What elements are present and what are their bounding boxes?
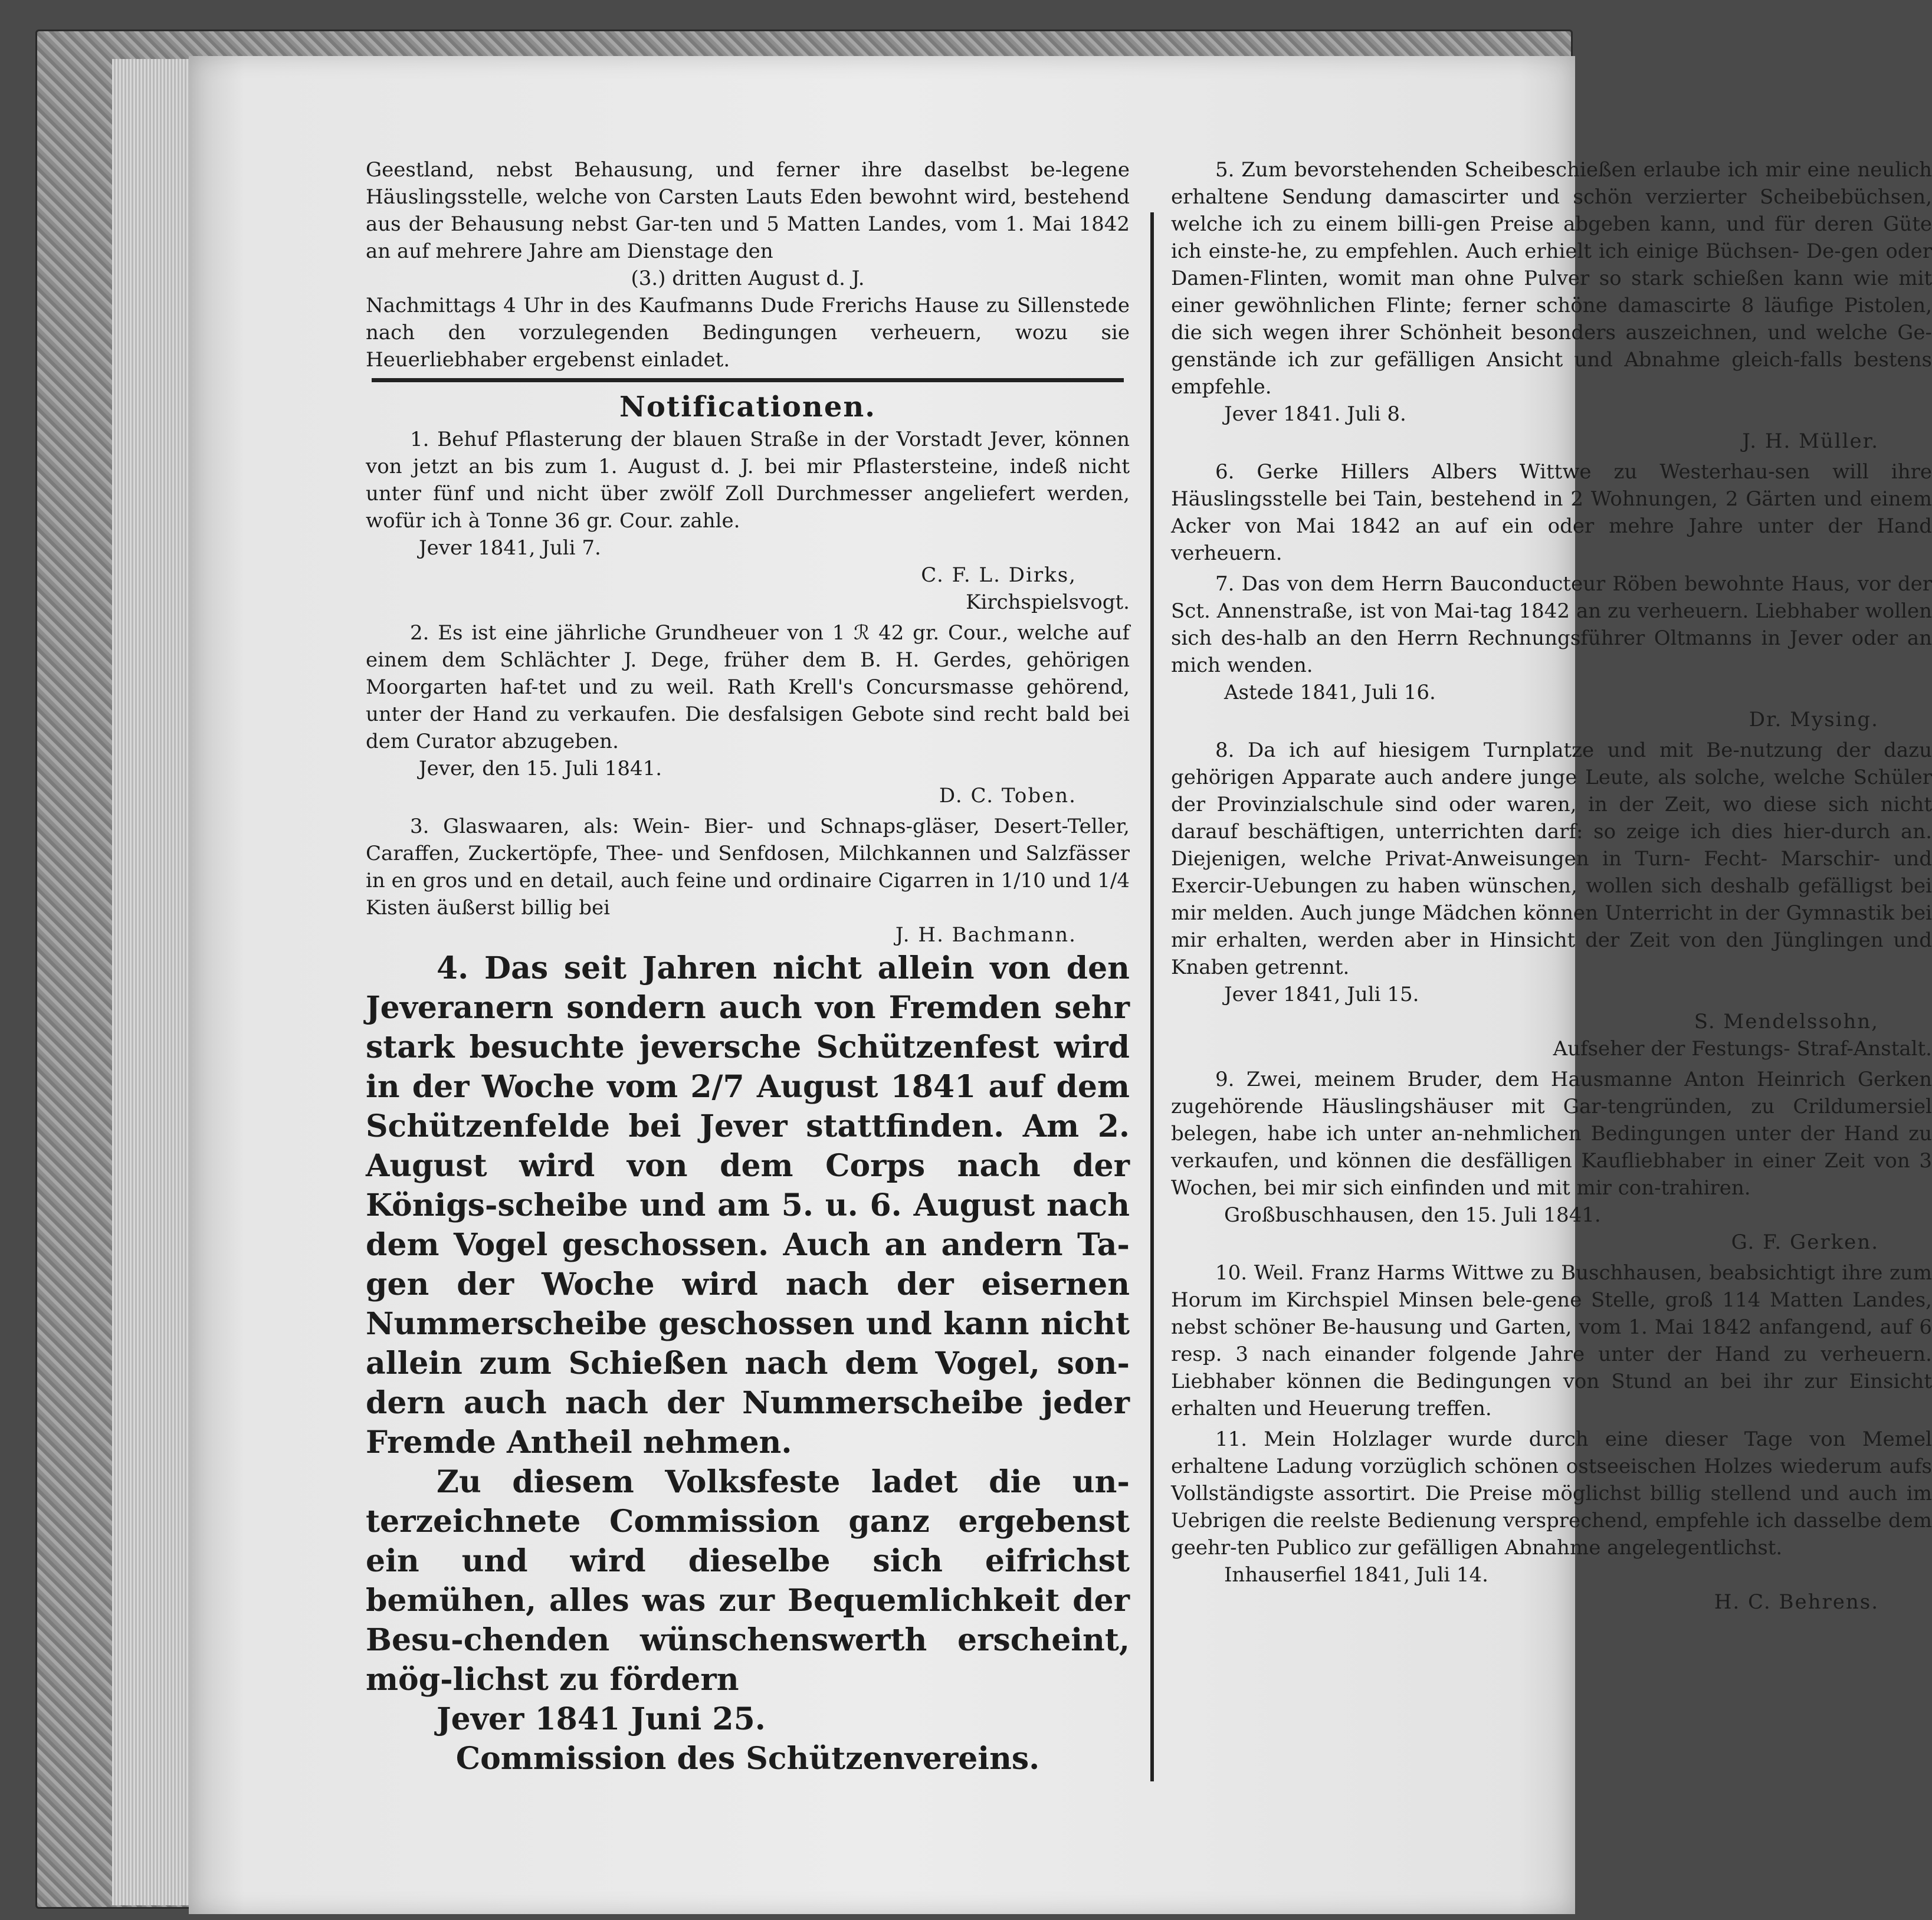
notice-8: 8. Da ich auf hiesigem Turnplatze und mit Be-nutzung der dazu gehörigen Apparate auch andere junge Leute, als solche, welche Schüler der Provinzialschule sind oder waren, in der Zeit, wo diese sich nicht darauf beschäftigen, unterrichten darf: so zeige ich dies hier-durch an. Diejenigen, welche Privat-Anweisungen in Turn- Fecht- Marschir- und Exercir-Uebungen zu haben wünschen, wollen sich deshalb gefälligst bei mir melden. Auch junge Mädchen können Unterricht in der Gymnastik bei mir erhalten, werden aber in Hinsicht der Zeit von den Jünglingen und Knaben getrennt.: [1171, 739, 1932, 979]
notice-3-signature: J. H. Bachmann.: [895, 923, 1077, 947]
notice-9-signature: G. F. Gerken.: [1731, 1230, 1879, 1254]
notice-8-date: Jever 1841, Juli 15.: [1224, 983, 1419, 1006]
notice-9: 9. Zwei, meinem Bruder, dem Hausmanne Anton Heinrich Gerken zugehörende Häuslingshäuser mit Gar-tengründen, zu Crildumersiel belegen, habe ich unter an-nehmlichen Bedingungen unter der Hand zu verkaufen, und können die desfälligen Kaufliebhaber in einer Zeit von 3 Wochen, bei mir sich einfinden und mit mir con-trahiren.: [1171, 1068, 1932, 1200]
intro-text: Geestland, nebst Behausung, und ferner ihre daselbst be-legene Häuslingsstelle, welche von Carsten Lauts Eden bewohnt wird, bestehend aus der Behausung nebst Gar-ten und 5 Matten Landes, vom 1. Mai 1842 an auf mehrere Jahre am Dienstage den: [366, 158, 1130, 263]
intro-date: (3.) dritten August d. J.: [631, 267, 865, 290]
notice-4: 4. Das seit Jahren nicht allein von den Jeveranern sondern auch von Fremden sehr stark besuchte jeversche Schützenfest wird in der Woche vom 2/7 August 1841 auf dem Schützenfelde bei Jever stattfinden. Am 2. August wird von dem Corps nach der Königs-scheibe und am 5. u. 6. August nach dem Vogel geschossen. Auch an andern Ta-gen der Woche wird nach der eisernen Nummerscheibe geschossen und kann nicht allein zum Schießen nach dem Vogel, son-dern auch nach der Nummerscheibe jeder Fremde Antheil nehmen.: [366, 950, 1130, 1460]
notice-1-signature: C. F. L. Dirks,: [921, 563, 1077, 587]
notice-1-date: Jever 1841, Juli 7.: [419, 536, 601, 560]
notice-8-role: Aufseher der Festungs- Straf-Anstalt.: [1553, 1037, 1932, 1061]
notice-11: 11. Mein Holzlager wurde durch eine dieser Tage von Memel erhaltene Ladung vorzüglich schönen ostseeischen Holzes wiederum aufs Vollständigste assortirt. Die Preise möglichst billig stellend und auch im Uebrigen die reelste Bedienung versprechend, empfehle ich dasselbe dem geehr-ten Publico zur gefälligen Abnahme angelegentlichst.: [1171, 1427, 1932, 1560]
notice-5-date: Jever 1841. Juli 8.: [1224, 402, 1406, 426]
notice-7: 7. Das von dem Herrn Bauconducteur Röben bewohnte Haus, vor der Sct. Annenstraße, ist von Mai-tag 1842 an zu verheuern. Liebhaber wollen sich des-halb an den Herrn Rechnungsführer Oltmanns in Jever oder an mich wenden.: [1171, 572, 1932, 677]
notice-4-invitation: Zu diesem Volksfeste ladet die un-terzeichnete Commission ganz ergebenst ein und wird dieselbe sich eifrichst bemühen, alles was zur Bequemlichkeit der Besu-chenden wünschenswerth erscheint, mög-lichst zu fördern: [366, 1464, 1130, 1698]
notice-1: 1. Behuf Pflasterung der blauen Straße in der Vorstadt Jever, können von jetzt an bis zum 1. August d. J. bei mir Pflastersteine, indeß nicht unter fünf und nicht über zwölf Zoll Durchmesser angeliefert werden, wofür ich à Tonne 36 gr. Cour. zahle.: [366, 428, 1130, 533]
notice-5-signature: J. H. Müller.: [1742, 429, 1879, 453]
notice-11-date: Inhauserfiel 1841, Juli 14.: [1224, 1563, 1488, 1587]
section-heading: Notificationen.: [619, 390, 876, 424]
notice-2-signature: D. C. Toben.: [939, 784, 1077, 808]
notice-1-role: Kirchspielsvogt.: [966, 590, 1130, 614]
left-column: [366, 156, 1130, 1778]
notice-4-date: Jever 1841 Juni 25.: [437, 1701, 766, 1737]
notice-3: 3. Glaswaaren, als: Wein- Bier- und Schnaps-gläser, Desert-Teller, Caraffen, Zuckertöpfe, Thee- und Senfdosen, Milchkannen und Salzfässer in en gros und en detail, auch feine und ordinaire Cigarren in 1/10 und 1/4 Kisten äußerst billig bei: [366, 815, 1130, 920]
notice-9-date: Großbuschhausen, den 15. Juli 1841.: [1224, 1203, 1601, 1227]
notice-5: 5. Zum bevorstehenden Scheibeschießen erlaube ich mir eine neulich erhaltene Sendung damascirter und schön verzierter Scheibebüchsen, welche ich zu einem billi-gen Preise abgeben kann, und für deren Güte ich einste-he, zu empfehlen. Auch erhielt ich einige Büchsen- De-gen oder Damen-Flinten, womit man ohne Pulver so stark schießen kann wie mit einer gewöhnlichen Flinte; ferner schöne damascirte 8 läufige Pistolen, die sich wegen ihrer Schönheit besonders auszeichnen, und welche Ge-genstände ich zur gefälligen Ansicht und Abnahme gleich-falls bestens empfehle.: [1171, 158, 1932, 399]
notice-6: 6. Gerke Hillers Albers Wittwe zu Westerhau-sen will ihre Häuslingsstelle bei Tain, bestehend in 2 Wohnungen, 2 Gärten und einem Acker von Mai 1842 an auf ein oder mehre Jahre unter der Hand verheuern.: [1171, 460, 1932, 565]
notice-4-signature: Commission des Schützenvereins.: [455, 1741, 1040, 1777]
newspaper-page: [189, 56, 1932, 1914]
notice-8-signature: S. Mendelssohn,: [1694, 1010, 1879, 1033]
notice-2: 2. Es ist eine jährliche Grundheuer von 1 ℛ 42 gr. Cour., welche auf einem dem Schlächter J. Dege, früher dem B. H. Gerdes, gehörigen Moorgarten haf-tet und zu weil. Rath Krell's Concursmasse gehörend, unter der Hand zu verkaufen. Die desfalsigen Gebote sind recht bald bei dem Curator abzugeben.: [366, 621, 1130, 753]
notice-7-date: Astede 1841, Juli 16.: [1224, 681, 1436, 704]
notice-11-signature: H. C. Behrens.: [1714, 1590, 1879, 1614]
section-divider: [372, 378, 1124, 382]
notice-10: 10. Weil. Franz Harms Wittwe zu Buschhausen, beabsichtigt ihre zum Horum im Kirchspiel Minsen bele-gene Stelle, groß 114 Matten Landes, nebst schöner Be-hausung und Garten, vom 1. Mai 1842 anfangend, auf 6 resp. 3 nach einander folgende Jahre unter der Hand zu verheuern. Liebhaber können die Bedingungen von Stund an bei ihr zur Einsicht erhalten und Heuerung treffen.: [1171, 1261, 1932, 1420]
column-divider: [1150, 212, 1154, 1781]
notice-7-signature: Dr. Mysing.: [1749, 708, 1879, 731]
right-column: [1171, 156, 1932, 1616]
notice-2-date: Jever, den 15. Juli 1841.: [419, 757, 662, 780]
intro-continuation: Nachmittags 4 Uhr in des Kaufmanns Dude Frerichs Hause zu Sillenstede nach den vorzulegenden Bedingungen verheuern, wozu sie Heuerliebhaber ergebenst einladet.: [366, 294, 1130, 372]
